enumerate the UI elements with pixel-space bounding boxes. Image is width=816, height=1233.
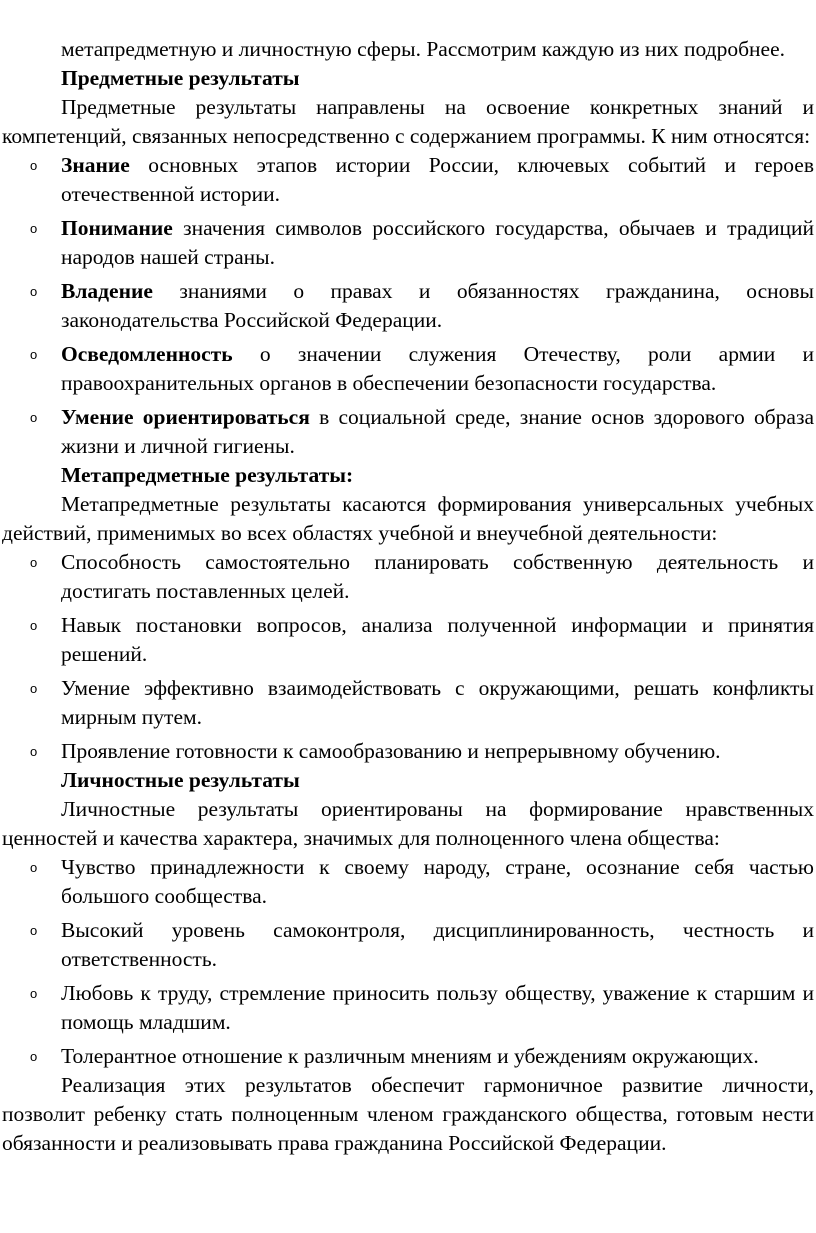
list-item xyxy=(2,277,814,335)
bullet-icon: o xyxy=(30,923,38,938)
subject-results-paragraph: Предметные результаты направлены на освоение конкретных знаний и компетенций, связанных непосредственно с содержанием программы. К ним относятся: xyxy=(2,95,814,148)
list-item xyxy=(2,611,814,669)
personal-results-paragraph: Личностные результаты ориентированы на формирование нравственных ценностей и качества характера, значимых для полноценного члена общества: xyxy=(2,797,814,850)
subject-results-heading: Предметные результаты xyxy=(61,66,300,90)
item-text: основных этапов истории России, ключевых событий и героев отечественной истории. xyxy=(61,153,814,206)
document-page xyxy=(2,35,814,1158)
list-item xyxy=(2,151,814,209)
bullet-icon: o xyxy=(30,986,38,1001)
list-item xyxy=(2,979,814,1037)
list-item xyxy=(2,548,814,606)
item-term: Умение ориентироваться xyxy=(61,405,310,429)
list-item xyxy=(2,674,814,732)
bullet-icon: o xyxy=(30,284,38,299)
list-item xyxy=(2,214,814,272)
item-text: Проявление готовности к самообразованию и непрерывному обучению. xyxy=(61,739,721,763)
bullet-icon: o xyxy=(30,410,38,425)
bullet-icon: o xyxy=(30,1049,38,1064)
item-text: Навык постановки вопросов, анализа полученной информации и принятия решений. xyxy=(61,613,814,666)
item-term: Осведомленность xyxy=(61,342,233,366)
list-item xyxy=(2,403,814,461)
intro-paragraph: метапредметную и личностную сферы. Рассмотрим каждую из них подробнее. xyxy=(61,37,786,61)
item-text: Любовь к труду, стремление приносить пользу обществу, уважение к старшим и помощь младшим. xyxy=(61,981,814,1034)
item-text: в социальной среде, знание основ здорового образа жизни и личной гигиены. xyxy=(61,405,814,458)
item-text: знаниями о правах и обязанностях гражданина, основы законодательства Российской Федерации. xyxy=(61,279,814,332)
list-item xyxy=(2,1042,814,1071)
list-item xyxy=(2,853,814,911)
personal-results-list xyxy=(2,853,814,1071)
item-text: Чувство принадлежности к своему народу, стране, осознание себя частью большого сообщества. xyxy=(61,855,814,908)
item-text: Умение эффективно взаимодействовать с окружающими, решать конфликты мирным путем. xyxy=(61,676,814,729)
item-text: о значении служения Отечеству, роли армии и правоохранительных органов в обеспечении безопасности государства. xyxy=(61,342,814,395)
bullet-icon: o xyxy=(30,618,38,633)
list-item xyxy=(2,340,814,398)
list-item xyxy=(2,737,814,766)
bullet-icon: o xyxy=(30,744,38,759)
item-term: Понимание xyxy=(61,216,173,240)
meta-results-heading: Метапредметные результаты: xyxy=(61,463,354,487)
bullet-icon: o xyxy=(30,158,38,173)
subject-results-list xyxy=(2,151,814,461)
meta-results-paragraph: Метапредметные результаты касаются формирования универсальных учебных действий, применимых во всех областях учебной и внеучебной деятельности: xyxy=(2,492,814,545)
item-term: Знание xyxy=(61,153,130,177)
item-text: Толерантное отношение к различным мнениям и убеждениям окружающих. xyxy=(61,1044,759,1068)
item-text: значения символов российского государства, обычаев и традиций народов нашей страны. xyxy=(61,216,814,269)
item-term: Владение xyxy=(61,279,153,303)
bullet-icon: o xyxy=(30,221,38,236)
bullet-icon: o xyxy=(30,555,38,570)
meta-results-list xyxy=(2,548,814,766)
list-item xyxy=(2,916,814,974)
bullet-icon: o xyxy=(30,347,38,362)
item-text: Способность самостоятельно планировать собственную деятельность и достигать поставленных целей. xyxy=(61,550,814,603)
item-text: Высокий уровень самоконтроля, дисциплинированность, честность и ответственность. xyxy=(61,918,814,971)
bullet-icon: o xyxy=(30,860,38,875)
bullet-icon: o xyxy=(30,681,38,696)
conclusion-paragraph: Реализация этих результатов обеспечит гармоничное развитие личности, позволит ребенку стать полноценным членом гражданского общества, готовым нести обязанности и реализовывать права гражданина Российской Федерации. xyxy=(2,1073,814,1155)
personal-results-heading: Личностные результаты xyxy=(61,768,300,792)
